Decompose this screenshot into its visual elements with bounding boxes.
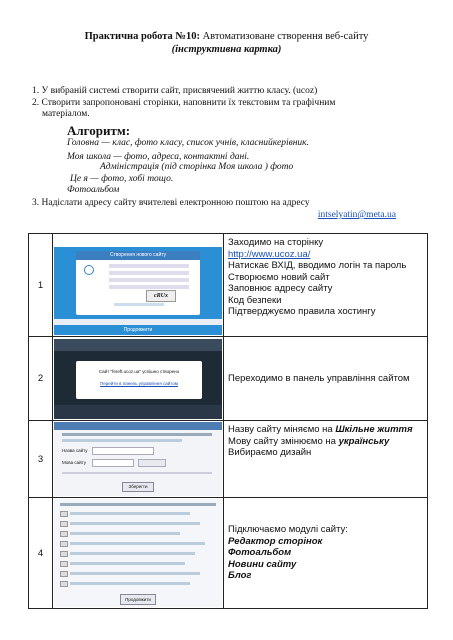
table-row [29, 337, 428, 421]
algorithm-line: Головна — клас, фото класу, список учнів, класнийкерівник. [67, 138, 309, 148]
screenshot-cell [53, 234, 224, 337]
step-text: Назву сайту міняємо на Шкільне життя Мову сайту змінюємо на українську Вибираємо дизайн [224, 421, 428, 498]
algorithm-line: Це я — фото, хобі тощо. [70, 174, 174, 184]
task-3: 3. Надіслати адресу сайту вчителеві електронною поштою на адресу [32, 198, 310, 208]
screenshot-cell [53, 498, 224, 609]
screenshot-cell [53, 337, 224, 421]
site-name-input[interactable] [92, 447, 154, 455]
module-checkbox[interactable] [60, 581, 68, 587]
step-text: Переходимо в панель управління сайтом [224, 337, 428, 421]
screenshot-4 [54, 499, 222, 607]
checkmark-icon [84, 265, 94, 275]
control-panel-link[interactable]: Перейти в панель управління сайтом [100, 380, 178, 386]
step-number: 3 [29, 421, 53, 498]
site-lang-value: українську [338, 435, 390, 447]
step-number: 1 [29, 234, 53, 337]
screenshot-2 [54, 339, 222, 419]
step-text: Підключаємо модулі сайту: Редактор сторінок Фотоальбом Новини сайту Блог [224, 498, 428, 609]
module-checkbox[interactable] [60, 531, 68, 537]
table-row [29, 498, 428, 609]
algorithm-line: Моя школа — фото, адреса, контактні дані. [67, 152, 250, 162]
module-checkbox[interactable] [60, 571, 68, 577]
task-2-cont: матеріалом. [42, 109, 90, 119]
site-lang-select[interactable] [92, 459, 134, 467]
screenshot-1 [54, 235, 222, 335]
save-button[interactable]: Зберегти [122, 482, 154, 492]
site-name-value: Шкільне життя [335, 424, 413, 435]
step-text: Заходимо на сторінку http://www.ucoz.ua/ Натискає ВХІД, вводимо логін та пароль Створюємо новий сайт Заповнює адресу сайту Код безпеки Підтверджуємо правила хостингу [224, 234, 428, 337]
module-name: Фотоальбом [228, 547, 292, 559]
screen1-header: Створення нового сайту [76, 251, 200, 260]
captcha-image: cRUx [146, 290, 176, 302]
module-checkbox[interactable] [60, 541, 68, 547]
site-name-label: Назва сайту [62, 448, 88, 453]
module-name: Редактор сторінок [228, 535, 323, 547]
task-1: 1. У вибраній системі створити сайт, присвячений життю класу. (ucoz) [32, 86, 318, 96]
algorithm-line: Фотоальбом [67, 185, 120, 195]
ucoz-link[interactable]: http://www.ucoz.ua/ [228, 248, 311, 260]
page-title: Практична робота №10: Автоматизоване створення веб-сайту [84, 31, 369, 42]
module-checkbox[interactable] [60, 521, 68, 527]
page-subtitle: (інструктивна картка) [171, 44, 282, 55]
email-link[interactable]: intselyatin@meta.ua [317, 210, 396, 220]
site-lang-label: Мова сайту [62, 460, 87, 465]
module-name: Новини сайту [228, 558, 297, 570]
module-checkbox[interactable] [60, 511, 68, 517]
module-name: Блог [228, 570, 252, 582]
module-checkbox[interactable] [60, 561, 68, 567]
step-number: 4 [29, 498, 53, 609]
screenshot-cell [53, 421, 224, 498]
algorithm-line: Адміністрація (під сторінка Моя школа ) фото [100, 162, 294, 172]
continue-button[interactable]: Продовжити [120, 594, 156, 605]
success-message: Сайт "fereft.ucoz.ua" успішно створено [98, 368, 180, 374]
table-row [29, 234, 428, 337]
algorithm-heading: Алгоритм: [67, 123, 131, 138]
module-checkbox[interactable] [60, 551, 68, 557]
step-number: 2 [29, 337, 53, 421]
screenshot-3 [54, 422, 222, 496]
steps-table [28, 233, 428, 609]
task-2: 2. Створити запропоновані сторінки, наповнити їх текстовим та графічним [32, 98, 336, 108]
continue-button[interactable]: Продовжити [54, 325, 222, 335]
table-row [29, 421, 428, 498]
